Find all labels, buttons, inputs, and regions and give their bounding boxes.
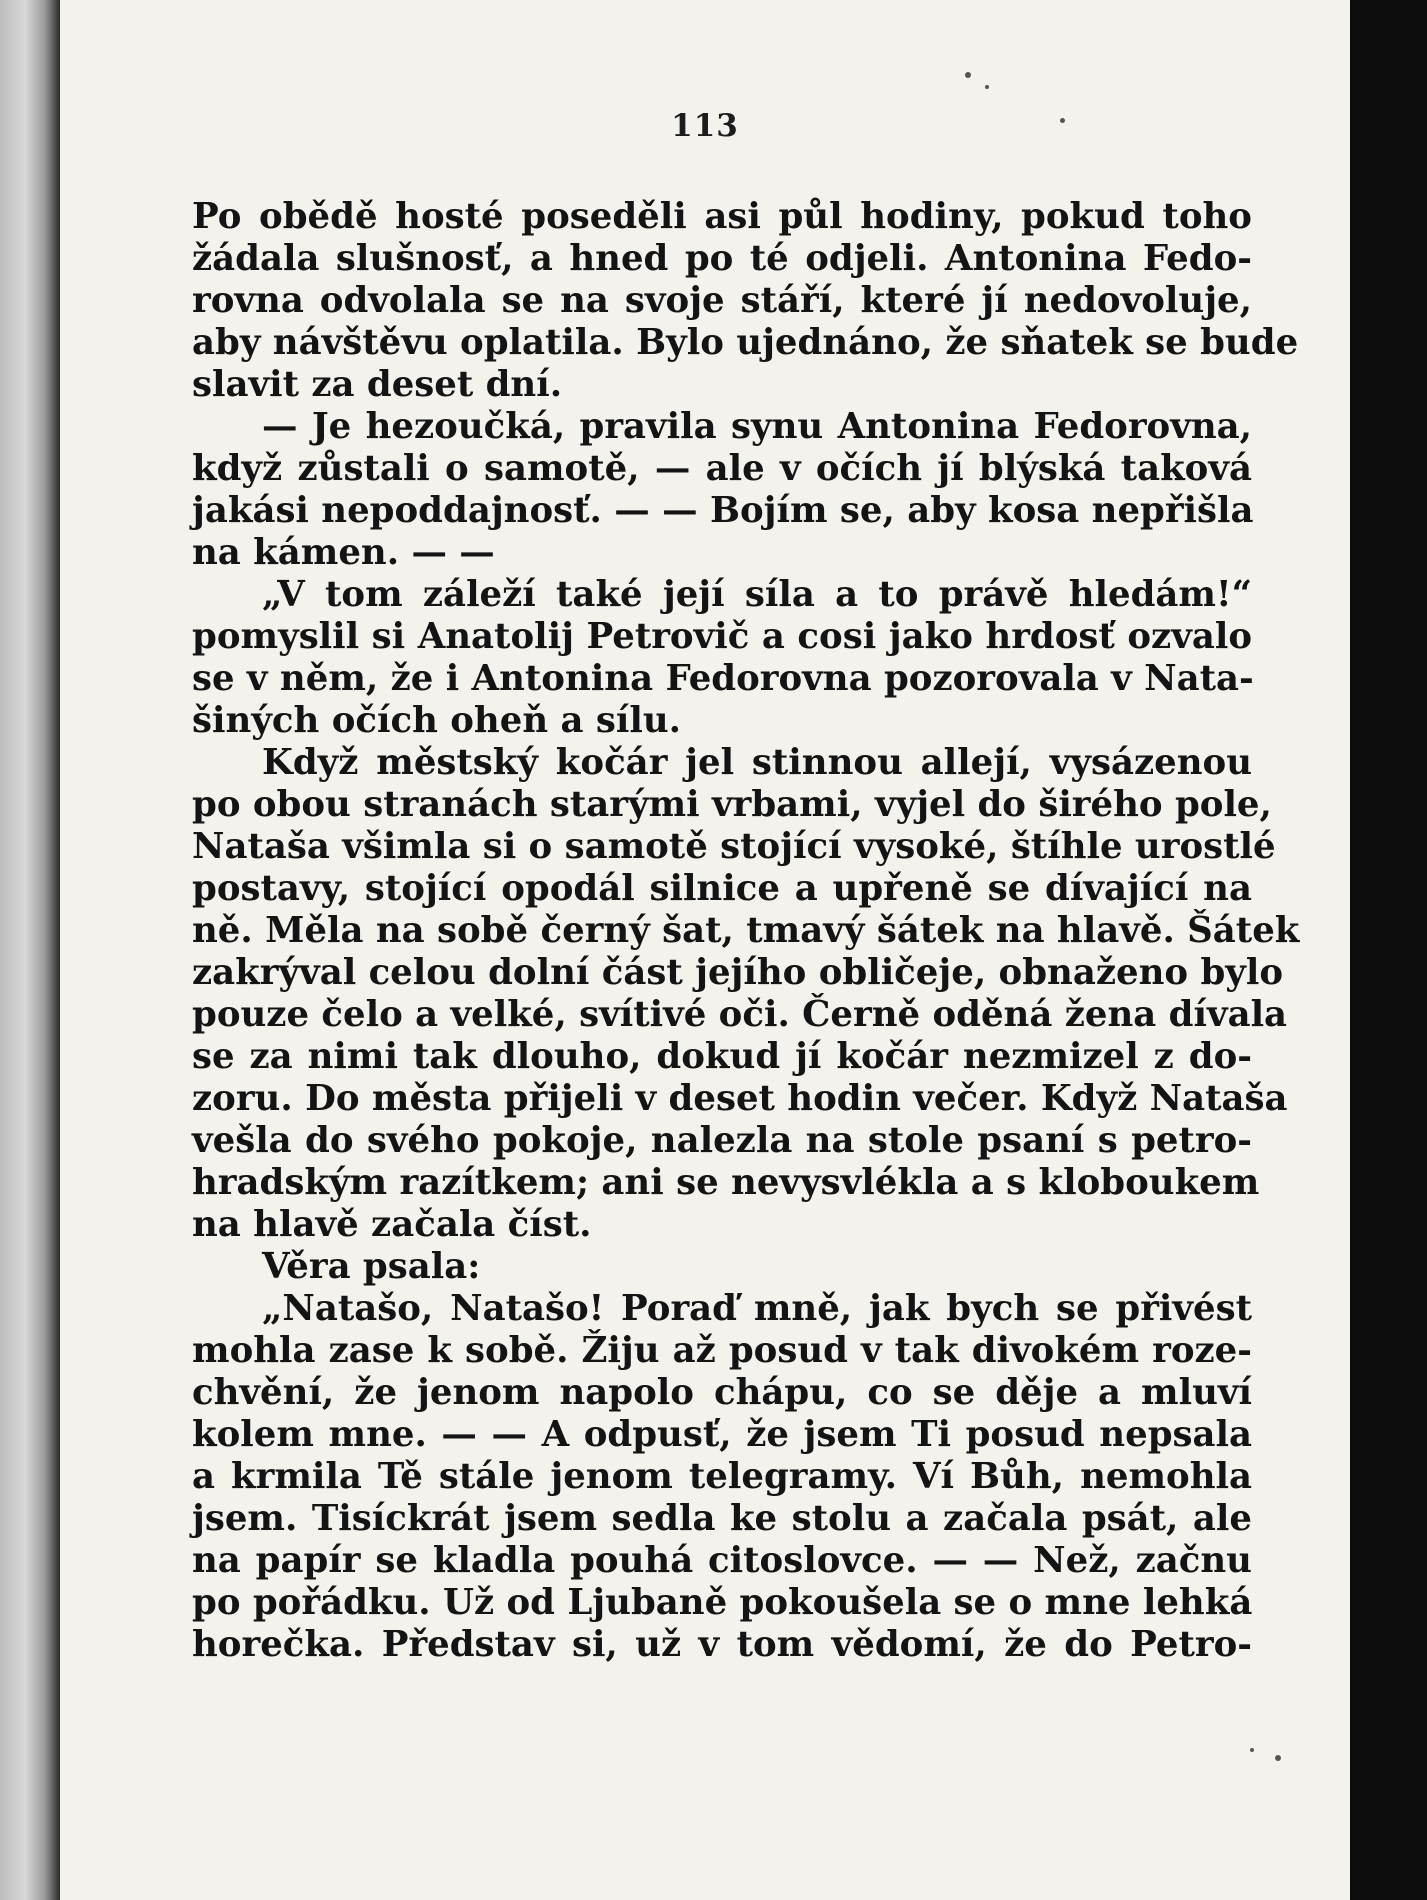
text-line: slavit za deset dní. (192, 364, 563, 405)
text-line: „Natašo, Natašo! Poraď mně, jak bych se přivést (262, 1288, 1252, 1329)
text-line: — Je hezoučká, pravila synu Antonina Fedorovna, (262, 406, 1252, 447)
text-line: jsem. Tisíckrát jsem sedla ke stolu a začala psát, ale (192, 1498, 1252, 1539)
text-line: na kámen. — — (192, 532, 495, 573)
print-speck (1250, 1748, 1254, 1752)
text-line: po obou stranách starými vrbami, vyjel do širého pole, (192, 784, 1272, 825)
print-speck (1060, 118, 1065, 123)
right-page-edge (1350, 0, 1427, 1900)
body-text (192, 196, 1300, 1666)
print-speck (965, 72, 971, 78)
text-line: pouze čelo a velké, svítivé oči. Černě oděná žena dívala (192, 994, 1288, 1035)
text-line: a krmila Tě stále jenom telegramy. Ví Bůh, nemohla (192, 1456, 1252, 1497)
page-number: 113 (671, 108, 739, 144)
text-line: chvění, že jenom napolo chápu, co se děje a mluví (192, 1372, 1252, 1413)
text-line: zakrýval celou dolní část jejího obličeje, obnaženo bylo (192, 952, 1284, 993)
text-line: když zůstali o samotě, — ale v očích jí blýská taková (192, 448, 1252, 489)
text-line: mohla zase k sobě. Žiju až posud v tak divokém roze- (192, 1330, 1252, 1371)
text-line: aby návštěvu oplatila. Bylo ujednáno, že sňatek se bude (192, 322, 1299, 363)
text-line: Věra psala: (262, 1246, 481, 1287)
print-speck (1275, 1755, 1281, 1761)
text-line: vešla do svého pokoje, nalezla na stole psaní s petro- (192, 1120, 1252, 1161)
text-line: žádala slušnosť, a hned po té odjeli. Antonina Fedo- (192, 238, 1252, 279)
text-line: po pořádku. Už od Ljubaně pokoušela se o mne lehká (192, 1582, 1253, 1623)
text-line: horečka. Představ si, už v tom vědomí, že do Petro- (192, 1624, 1252, 1665)
book-page (60, 0, 1350, 1900)
text-line: šiných očích oheň a sílu. (192, 700, 681, 741)
text-line: Když městský kočár jel stinnou allejí, vysázenou (262, 742, 1252, 783)
text-line: se v něm, že i Antonina Fedorovna pozorovala v Nata- (192, 658, 1254, 699)
text-line: na hlavě začala číst. (192, 1204, 592, 1245)
text-line: Po obědě hosté poseděli asi půl hodiny, pokud toho (192, 196, 1252, 237)
text-line: Nataša všimla si o samotě stojící vysoké, štíhle urostlé (192, 826, 1276, 867)
text-line: postavy, stojící opodál silnice a upřeně se dívající na (192, 868, 1252, 909)
left-page-edge (0, 0, 60, 1900)
text-line: „V tom záleží také její síla a to právě hledám!“ (262, 574, 1252, 615)
text-line: kolem mne. — — A odpusť, že jsem Ti posud nepsala (192, 1414, 1252, 1455)
text-line: hradským razítkem; ani se nevysvlékla a s kloboukem (192, 1162, 1260, 1203)
text-line: rovna odvolala se na svoje stáří, které jí nedovoluje, (192, 280, 1252, 321)
text-line: na papír se kladla pouhá citoslovce. — — Než, začnu (192, 1540, 1252, 1581)
print-speck (985, 85, 989, 89)
text-line: pomyslil si Anatolij Petrovič a cosi jako hrdosť ozvalo (192, 616, 1252, 657)
text-line: ně. Měla na sobě černý šat, tmavý šátek na hlavě. Šátek (192, 910, 1300, 951)
text-line: se za nimi tak dlouho, dokud jí kočár nezmizel z do- (192, 1036, 1252, 1077)
text-line: zoru. Do města přijeli v deset hodin večer. Když Nataša (192, 1078, 1288, 1119)
text-line: jakási nepoddajnosť. — — Bojím se, aby kosa nepřišla (192, 490, 1254, 531)
